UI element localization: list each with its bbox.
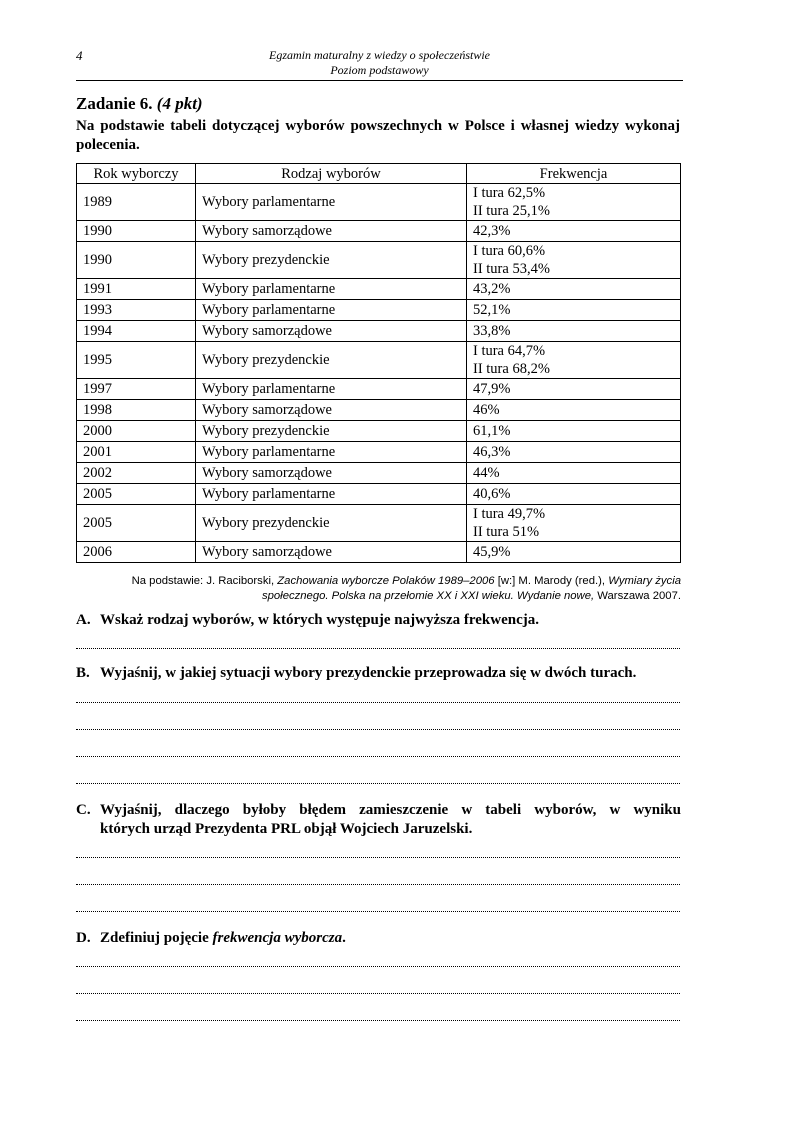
turnout-value: 45,9%	[473, 544, 511, 560]
question-c-text-2: których urząd Prezydenta PRL objął Wojciech Jaruzelski.	[100, 821, 473, 837]
question-c-text-1: Wyjaśnij, dlaczego byłoby błędem zamieszczenie w tabeli wyborów, w wyniku	[100, 802, 681, 818]
turnout-value: 40,6%	[473, 486, 511, 502]
answer-line-c-3[interactable]	[76, 907, 680, 912]
turnout-value: I tura 49,7%	[473, 506, 546, 522]
cell-turnout	[467, 379, 681, 400]
cell-election-type: Wybory samorządowe	[196, 221, 467, 242]
cell-election-type: Wybory prezydenckie	[196, 505, 467, 542]
cell-turnout	[467, 242, 681, 279]
table-row	[77, 484, 681, 505]
table-row	[77, 321, 681, 342]
cell-year: 1991	[77, 279, 196, 300]
source-author: Na podstawie: J. Raciborski,	[131, 575, 278, 587]
answer-line-b-1[interactable]	[76, 698, 680, 703]
cell-turnout	[467, 279, 681, 300]
table-row	[77, 400, 681, 421]
cell-year: 2002	[77, 463, 196, 484]
elections-table	[76, 163, 681, 563]
cell-turnout	[467, 184, 681, 221]
cell-election-type: Wybory prezydenckie	[196, 342, 467, 379]
table-header-row	[77, 164, 681, 184]
question-b	[76, 664, 681, 683]
cell-year: 2006	[77, 542, 196, 563]
cell-election-type: Wybory parlamentarne	[196, 300, 467, 321]
answer-line-d-2[interactable]	[76, 989, 680, 994]
table-row	[77, 421, 681, 442]
turnout-value: I tura 62,5%	[473, 185, 546, 201]
source-line-1	[76, 574, 681, 589]
question-a	[76, 611, 681, 630]
cell-year: 1989	[77, 184, 196, 221]
answer-line-b-2[interactable]	[76, 725, 680, 730]
question-b-letter: B.	[76, 665, 90, 681]
cell-turnout	[467, 484, 681, 505]
table-row	[77, 279, 681, 300]
turnout-value: 43,2%	[473, 281, 511, 297]
source-book-title: Zachowania wyborcze Polaków 1989–2006	[277, 575, 495, 587]
question-a-text: Wskaż rodzaj wyborów, w których występuje najwyższa frekwencja.	[100, 612, 539, 628]
answer-line-c-1[interactable]	[76, 853, 680, 858]
answer-line-d-1[interactable]	[76, 962, 680, 967]
turnout-value: II tura 68,2%	[473, 361, 550, 377]
turnout-value: 61,1%	[473, 423, 511, 439]
task-title	[76, 94, 203, 114]
source-editor: [w:] M. Marody (red.),	[494, 575, 609, 587]
header-turnout: Frekwencja	[467, 164, 681, 184]
question-d-end: .	[342, 930, 346, 946]
question-d-text: Zdefiniuj pojęcie	[100, 930, 213, 946]
cell-turnout	[467, 421, 681, 442]
cell-election-type: Wybory parlamentarne	[196, 442, 467, 463]
cell-election-type: Wybory samorządowe	[196, 400, 467, 421]
source-citation	[76, 574, 681, 604]
cell-turnout	[467, 342, 681, 379]
task-intro: Na podstawie tabeli dotyczącej wyborów powszechnych w Polsce i własnej wiedzy wykonaj polecenia.	[76, 118, 680, 153]
source-volume-title-part1: Wymiary życia	[608, 575, 681, 587]
cell-year: 1998	[77, 400, 196, 421]
table-row	[77, 242, 681, 279]
task-number: Zadanie 6.	[76, 94, 153, 113]
question-a-letter: A.	[76, 612, 91, 628]
answer-line-c-2[interactable]	[76, 880, 680, 885]
cell-election-type: Wybory samorządowe	[196, 321, 467, 342]
turnout-value: 44%	[473, 465, 500, 481]
cell-year: 1997	[77, 379, 196, 400]
cell-turnout	[467, 221, 681, 242]
page-header	[76, 46, 683, 81]
cell-turnout	[467, 300, 681, 321]
cell-election-type: Wybory samorządowe	[196, 542, 467, 563]
exam-title: Egzamin maturalny z wiedzy o społeczeństwie	[269, 48, 490, 62]
turnout-value: II tura 51%	[473, 524, 540, 540]
header-type: Rodzaj wyborów	[196, 164, 467, 184]
table-row	[77, 300, 681, 321]
table-row	[77, 442, 681, 463]
question-d-term: frekwencja wyborcza	[212, 930, 343, 946]
turnout-value: 46,3%	[473, 444, 511, 460]
turnout-value: 42,3%	[473, 223, 511, 239]
cell-turnout	[467, 321, 681, 342]
table-row	[77, 221, 681, 242]
cell-year: 1990	[77, 221, 196, 242]
cell-turnout	[467, 400, 681, 421]
question-d	[76, 929, 681, 948]
question-d-letter: D.	[76, 930, 91, 946]
answer-line-d-3[interactable]	[76, 1016, 680, 1021]
cell-year: 2001	[77, 442, 196, 463]
question-b-text: Wyjaśnij, w jakiej sytuacji wybory prezydenckie przeprowadza się w dwóch turach.	[100, 665, 637, 681]
cell-election-type: Wybory samorządowe	[196, 463, 467, 484]
cell-election-type: Wybory parlamentarne	[196, 484, 467, 505]
cell-election-type: Wybory prezydenckie	[196, 242, 467, 279]
header-year: Rok wyborczy	[77, 164, 196, 184]
turnout-value: I tura 60,6%	[473, 243, 546, 259]
source-place-year: Warszawa 2007.	[594, 590, 681, 602]
table-row	[77, 184, 681, 221]
cell-year: 2000	[77, 421, 196, 442]
task-points: (4 pkt)	[156, 94, 203, 113]
cell-election-type: Wybory parlamentarne	[196, 379, 467, 400]
table-body	[77, 184, 681, 563]
exam-level: Poziom podstawowy	[330, 63, 429, 77]
turnout-value: II tura 25,1%	[473, 203, 550, 219]
answer-line-b-4[interactable]	[76, 779, 680, 784]
cell-election-type: Wybory prezydenckie	[196, 421, 467, 442]
header-title-block	[76, 48, 683, 78]
table-row	[77, 342, 681, 379]
cell-turnout	[467, 542, 681, 563]
cell-year: 2005	[77, 505, 196, 542]
cell-year: 1994	[77, 321, 196, 342]
answer-line-a-1[interactable]	[76, 644, 680, 649]
source-volume-title-part2: społecznego. Polska na przełomie XX i XXI wieku. Wydanie nowe,	[261, 590, 595, 602]
cell-year: 2005	[77, 484, 196, 505]
turnout-value: 47,9%	[473, 381, 511, 397]
turnout-value: 33,8%	[473, 323, 511, 339]
answer-line-b-3[interactable]	[76, 752, 680, 757]
cell-year: 1993	[77, 300, 196, 321]
turnout-value: II tura 53,4%	[473, 261, 550, 277]
cell-turnout	[467, 442, 681, 463]
page-number: 4	[76, 48, 83, 63]
table-row	[77, 505, 681, 542]
table-row	[77, 379, 681, 400]
turnout-value: 52,1%	[473, 302, 511, 318]
source-line-2	[76, 589, 681, 604]
cell-election-type: Wybory parlamentarne	[196, 279, 467, 300]
table-row	[77, 542, 681, 563]
cell-year: 1995	[77, 342, 196, 379]
cell-turnout	[467, 463, 681, 484]
cell-year: 1990	[77, 242, 196, 279]
cell-turnout	[467, 505, 681, 542]
cell-election-type: Wybory parlamentarne	[196, 184, 467, 221]
question-c	[76, 801, 681, 839]
question-c-line1	[76, 801, 681, 820]
turnout-value: 46%	[473, 402, 500, 418]
table-row	[77, 463, 681, 484]
question-c-letter: C.	[76, 802, 91, 818]
turnout-value: I tura 64,7%	[473, 343, 546, 359]
